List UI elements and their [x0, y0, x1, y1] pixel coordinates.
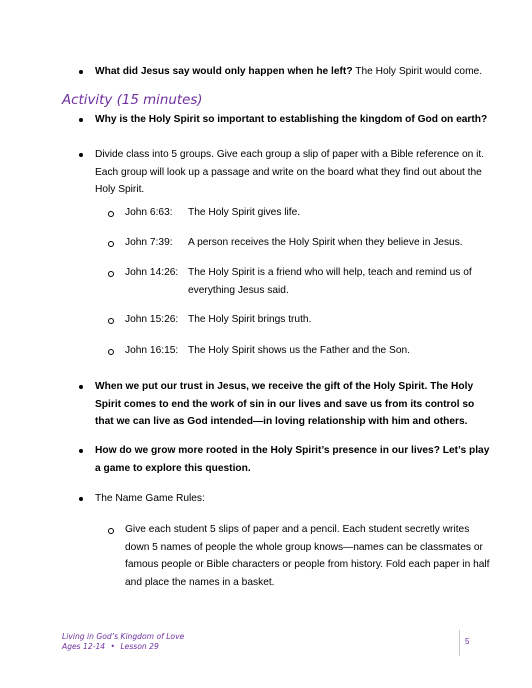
reference-text: The Holy Spirit brings truth. — [188, 314, 312, 325]
reference-label: John 15:26: — [125, 314, 179, 325]
bullet-marker — [79, 449, 83, 453]
footer-separator: • — [110, 642, 116, 651]
reference-label: John 16:15: — [125, 345, 179, 356]
grow-rooted-line-1: How do we grow more rooted in the Holy Spirit’s presence in our lives? Let’s play — [95, 445, 490, 456]
instructions-line-1: Divide class into 5 groups. Give each group a slip of paper with a Bible reference on it. — [95, 149, 485, 160]
grow-rooted-line-2: a game to explore this question. — [95, 462, 251, 474]
rule-line-1: Give each student 5 slips of paper and a pencil. Each student secretly writes — [125, 524, 470, 535]
footer-divider — [459, 630, 460, 656]
sub-bullet-marker — [108, 241, 114, 247]
question-text: What did Jesus say would only happen when he left? — [95, 66, 353, 77]
sub-bullet-marker — [108, 528, 114, 534]
reference-label: John 6:63: — [125, 207, 173, 218]
reference-text: The Holy Spirit shows us the Father and the Son. — [188, 345, 410, 356]
rule-line-3: famous people or Bible characters or people from history. Fold each paper in half — [125, 559, 490, 570]
gift-holy-spirit-line-2: Spirit comes to end the work of sin in our lives and save us from its control so — [95, 398, 475, 410]
bullet-marker — [79, 153, 83, 157]
page-number: 5 — [465, 637, 470, 646]
sub-bullet-marker — [108, 349, 114, 355]
rule-line-2: down 5 names of people the whole group knows—names can be classmates or — [125, 541, 483, 553]
reference-text-continued: everything Jesus said. — [188, 284, 289, 296]
footer-ages: Ages 12-14 — [62, 642, 106, 651]
question-holy-spirit-importance: Why is the Holy Spirit so important to establishing the kingdom of God on earth? — [95, 114, 488, 125]
reference-text: A person receives the Holy Spirit when they believe in Jesus. — [188, 237, 463, 248]
reference-label: John 7:39: — [125, 237, 173, 248]
activity-heading: Activity (15 minutes) — [62, 93, 203, 108]
answer-text: The Holy Spirit would come. — [355, 66, 483, 77]
reference-text: The Holy Spirit is a friend who will help, teach and remind us of — [188, 267, 472, 278]
bullet-marker — [79, 385, 83, 389]
instructions-line-2: Each group will look up a passage and write on the board what they find out about the — [95, 166, 482, 178]
reference-label: John 14:26: — [125, 267, 179, 278]
rule-line-4: and place the names in a basket. — [125, 576, 275, 588]
bullet-marker — [79, 118, 83, 122]
bullet-marker — [79, 497, 83, 501]
footer-ages-lesson — [62, 642, 159, 652]
footer-title: Living in God’s Kingdom of Love — [62, 632, 185, 641]
reference-text: The Holy Spirit gives life. — [188, 207, 301, 218]
sub-bullet-marker — [108, 271, 114, 277]
name-game-rules-heading: The Name Game Rules: — [95, 493, 205, 504]
gift-holy-spirit-line-3: that we can live as God intended—in loving relationship with him and others. — [95, 416, 468, 427]
footer-lesson: Lesson 29 — [120, 642, 159, 651]
instructions-line-3: Holy Spirit. — [95, 184, 145, 195]
sub-bullet-marker — [108, 318, 114, 324]
bullet-marker — [79, 70, 83, 74]
question-jesus-leaving — [95, 63, 482, 81]
gift-holy-spirit-line-1: When we put our trust in Jesus, we receive the gift of the Holy Spirit. The Holy — [95, 381, 474, 392]
sub-bullet-marker — [108, 211, 114, 217]
